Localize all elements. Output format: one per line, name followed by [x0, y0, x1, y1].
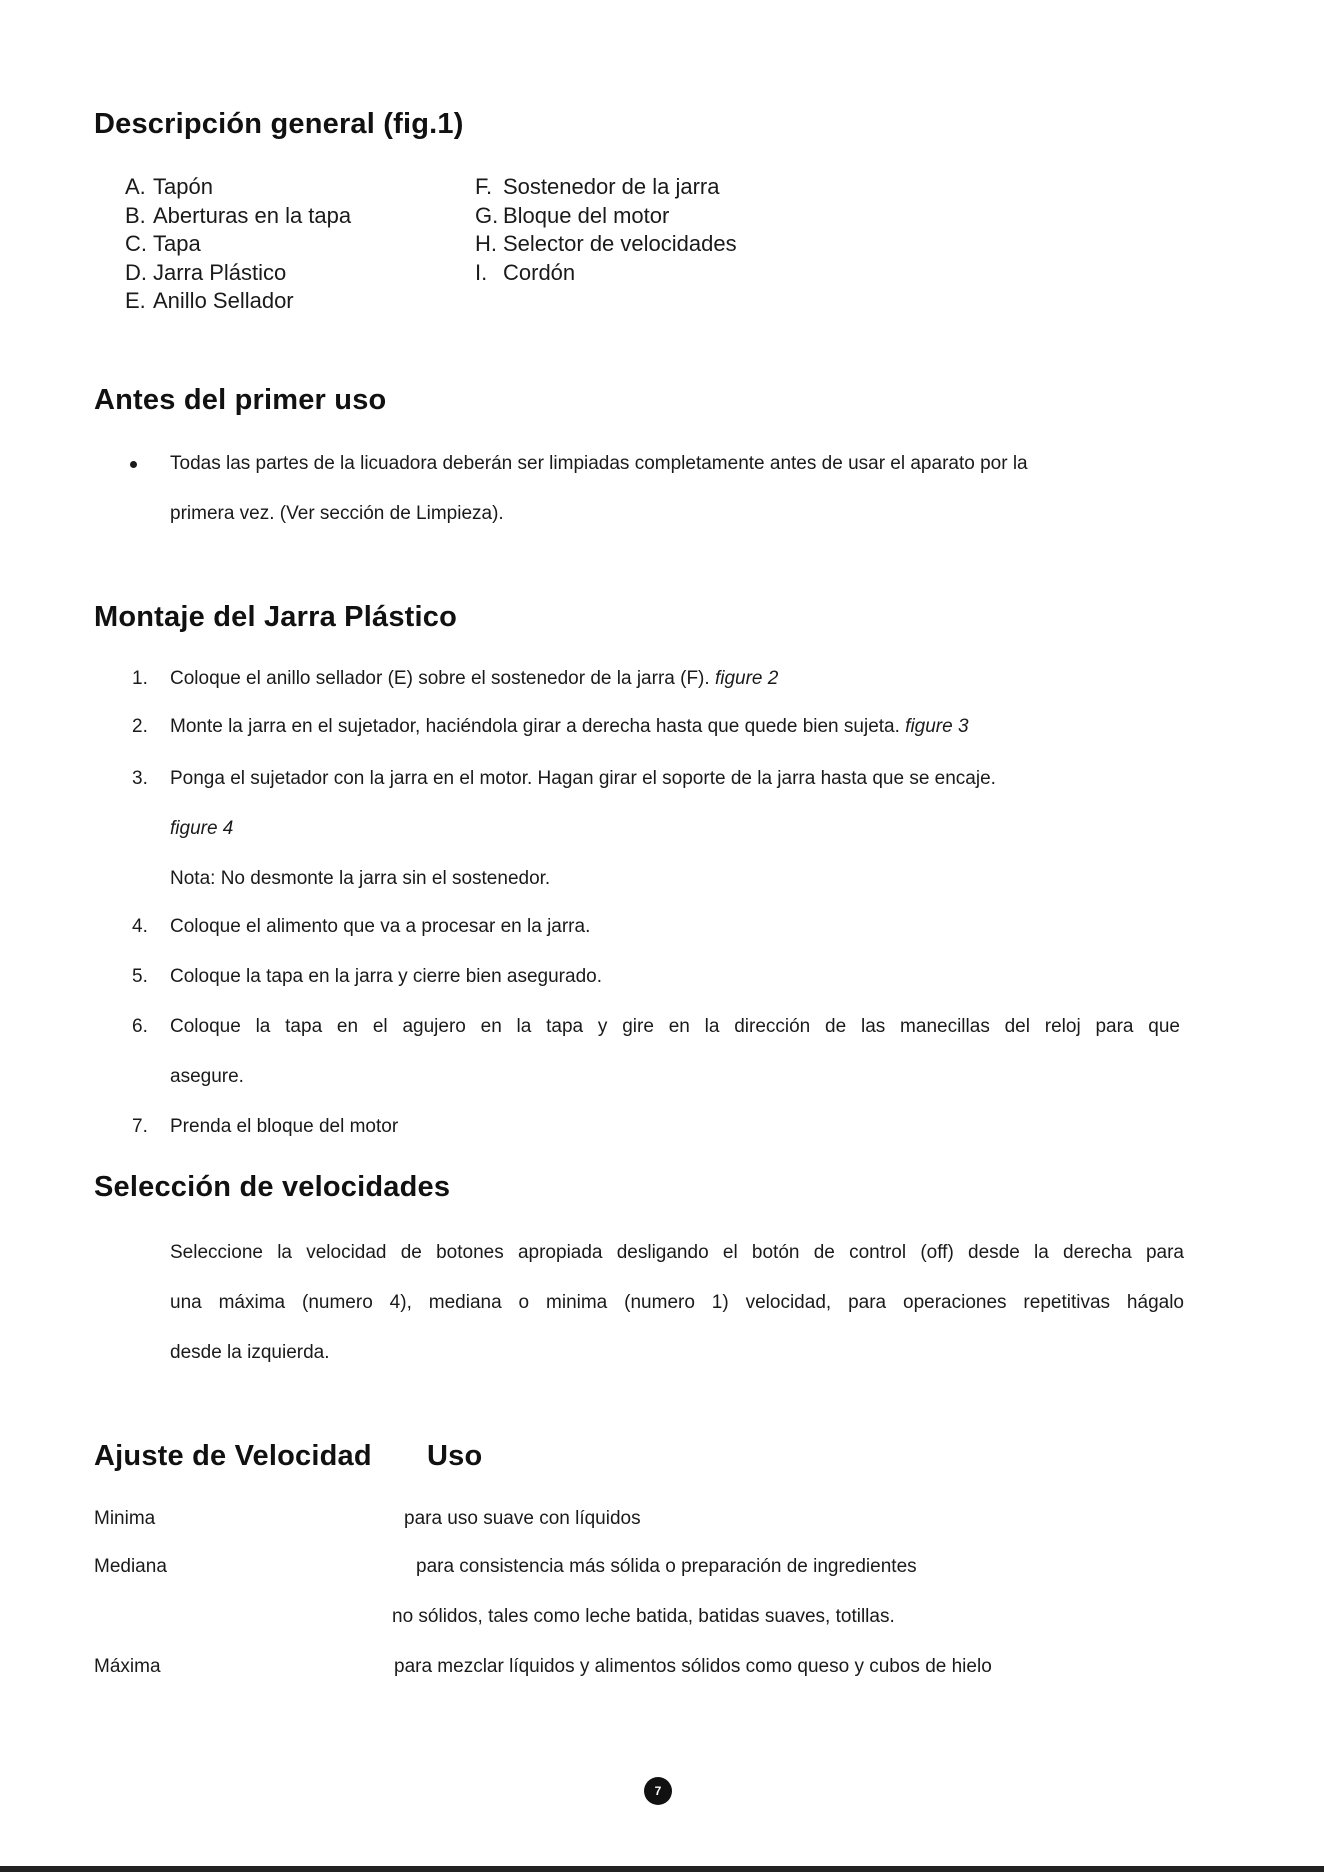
speed-text-line2: una máxima (numero 4), mediana o minima (numero 1) velocidad, para operaciones repetitivas hágalo — [170, 1292, 1184, 1313]
bullet-point — [130, 461, 137, 468]
row-min-use: para uso suave con líquidos — [404, 1508, 641, 1529]
step-number: 5. — [132, 966, 148, 987]
part-name: Cordón — [503, 259, 576, 285]
part-letter: C. — [125, 231, 147, 256]
page-number-badge: 7 — [644, 1777, 672, 1805]
parts-list-item — [475, 259, 737, 288]
part-name: Selector de velocidades — [503, 231, 737, 256]
figure-reference: figure 4 — [170, 818, 234, 839]
step-number: 7. — [132, 1116, 148, 1137]
bottom-rule — [0, 1866, 1324, 1872]
row-max-label: Máxima — [94, 1656, 161, 1677]
step-number: 4. — [132, 916, 148, 937]
part-name: Tapón — [153, 174, 213, 199]
parts-list-item — [125, 259, 351, 288]
table-header-use: Uso — [427, 1440, 483, 1472]
parts-list-left — [125, 173, 351, 316]
parts-list-item — [125, 287, 351, 316]
figure-reference: figure 3 — [905, 716, 969, 737]
part-name: Tapa — [153, 231, 201, 256]
step-4-text: Coloque el alimento que va a procesar en la jarra. — [170, 916, 591, 937]
part-letter: D. — [125, 259, 147, 285]
step-5-text: Coloque la tapa en la jarra y cierre bien asegurado. — [170, 966, 602, 987]
table-header-setting: Ajuste de Velocidad — [94, 1440, 372, 1472]
speed-heading: Selección de velocidades — [94, 1171, 451, 1203]
row-min-label: Minima — [94, 1508, 156, 1529]
part-name: Anillo Sellador — [153, 288, 294, 313]
speed-text-line1: Seleccione la velocidad de botones apropiada desligando el botón de control (off) desde la derecha para — [170, 1242, 1184, 1263]
step-number: 1. — [132, 668, 148, 689]
parts-list-item — [475, 173, 737, 202]
parts-list-item — [125, 173, 351, 202]
first-use-heading: Antes del primer uso — [94, 384, 387, 416]
first-use-text-line2: primera vez. (Ver sección de Limpieza). — [170, 503, 504, 524]
part-name: Jarra Plástico — [153, 259, 287, 285]
part-letter: A. — [125, 174, 146, 199]
step-6-text-line1: Coloque la tapa en el agujero en la tapa y gire en la dirección de las manecillas del reloj para que — [170, 1016, 1180, 1037]
parts-list-right — [475, 173, 737, 287]
step-number: 2. — [132, 716, 148, 737]
note-text: Nota: No desmonte la jarra sin el sostenedor. — [170, 868, 551, 889]
step-1-text: Coloque el anillo sellador (E) sobre el sostenedor de la jarra (F). — [170, 668, 710, 689]
parts-list-item — [125, 202, 351, 231]
row-med-label: Mediana — [94, 1556, 167, 1577]
step-7-text: Prenda el bloque del motor — [170, 1116, 399, 1137]
step-text — [170, 668, 778, 690]
assembly-heading: Montaje del Jarra Plástico — [94, 601, 457, 633]
part-name: Sostenedor de la jarra — [503, 174, 720, 199]
part-letter: F. — [475, 174, 493, 199]
row-med-use-line1: para consistencia más sólida o preparación de ingredientes — [416, 1556, 917, 1577]
parts-list-item — [475, 230, 737, 259]
part-letter: E. — [125, 288, 146, 313]
speed-text-line3: desde la izquierda. — [170, 1342, 330, 1363]
part-name: Aberturas en la tapa — [153, 202, 352, 228]
part-name: Bloque del motor — [503, 202, 670, 228]
figure-reference: figure 2 — [714, 668, 779, 689]
step-2-text: Monte la jarra en el sujetador, haciéndola girar a derecha hasta que quede bien sujeta. — [170, 716, 900, 737]
parts-list-item — [475, 202, 737, 231]
step-number: 3. — [132, 768, 148, 789]
step-6-text-line2: asegure. — [170, 1066, 244, 1087]
first-use-text-line1: Todas las partes de la licuadora deberán ser limpiadas completamente antes de usar el aparato por la — [170, 453, 1028, 474]
part-letter: G. — [475, 202, 499, 228]
step-text — [170, 716, 969, 738]
part-letter: B. — [125, 202, 146, 228]
row-med-use-line2: no sólidos, tales como leche batida, batidas suaves, totillas. — [392, 1606, 895, 1627]
step-3-text: Ponga el sujetador con la jarra en el motor. Hagan girar el soporte de la jarra hasta que se encaje. — [170, 768, 996, 789]
overview-heading: Descripción general (fig.1) — [94, 108, 464, 140]
step-number: 6. — [132, 1016, 148, 1037]
parts-list-item — [125, 230, 351, 259]
part-letter: I. — [475, 259, 488, 285]
part-letter: H. — [475, 231, 497, 256]
row-max-use: para mezclar líquidos y alimentos sólidos como queso y cubos de hielo — [394, 1656, 992, 1677]
